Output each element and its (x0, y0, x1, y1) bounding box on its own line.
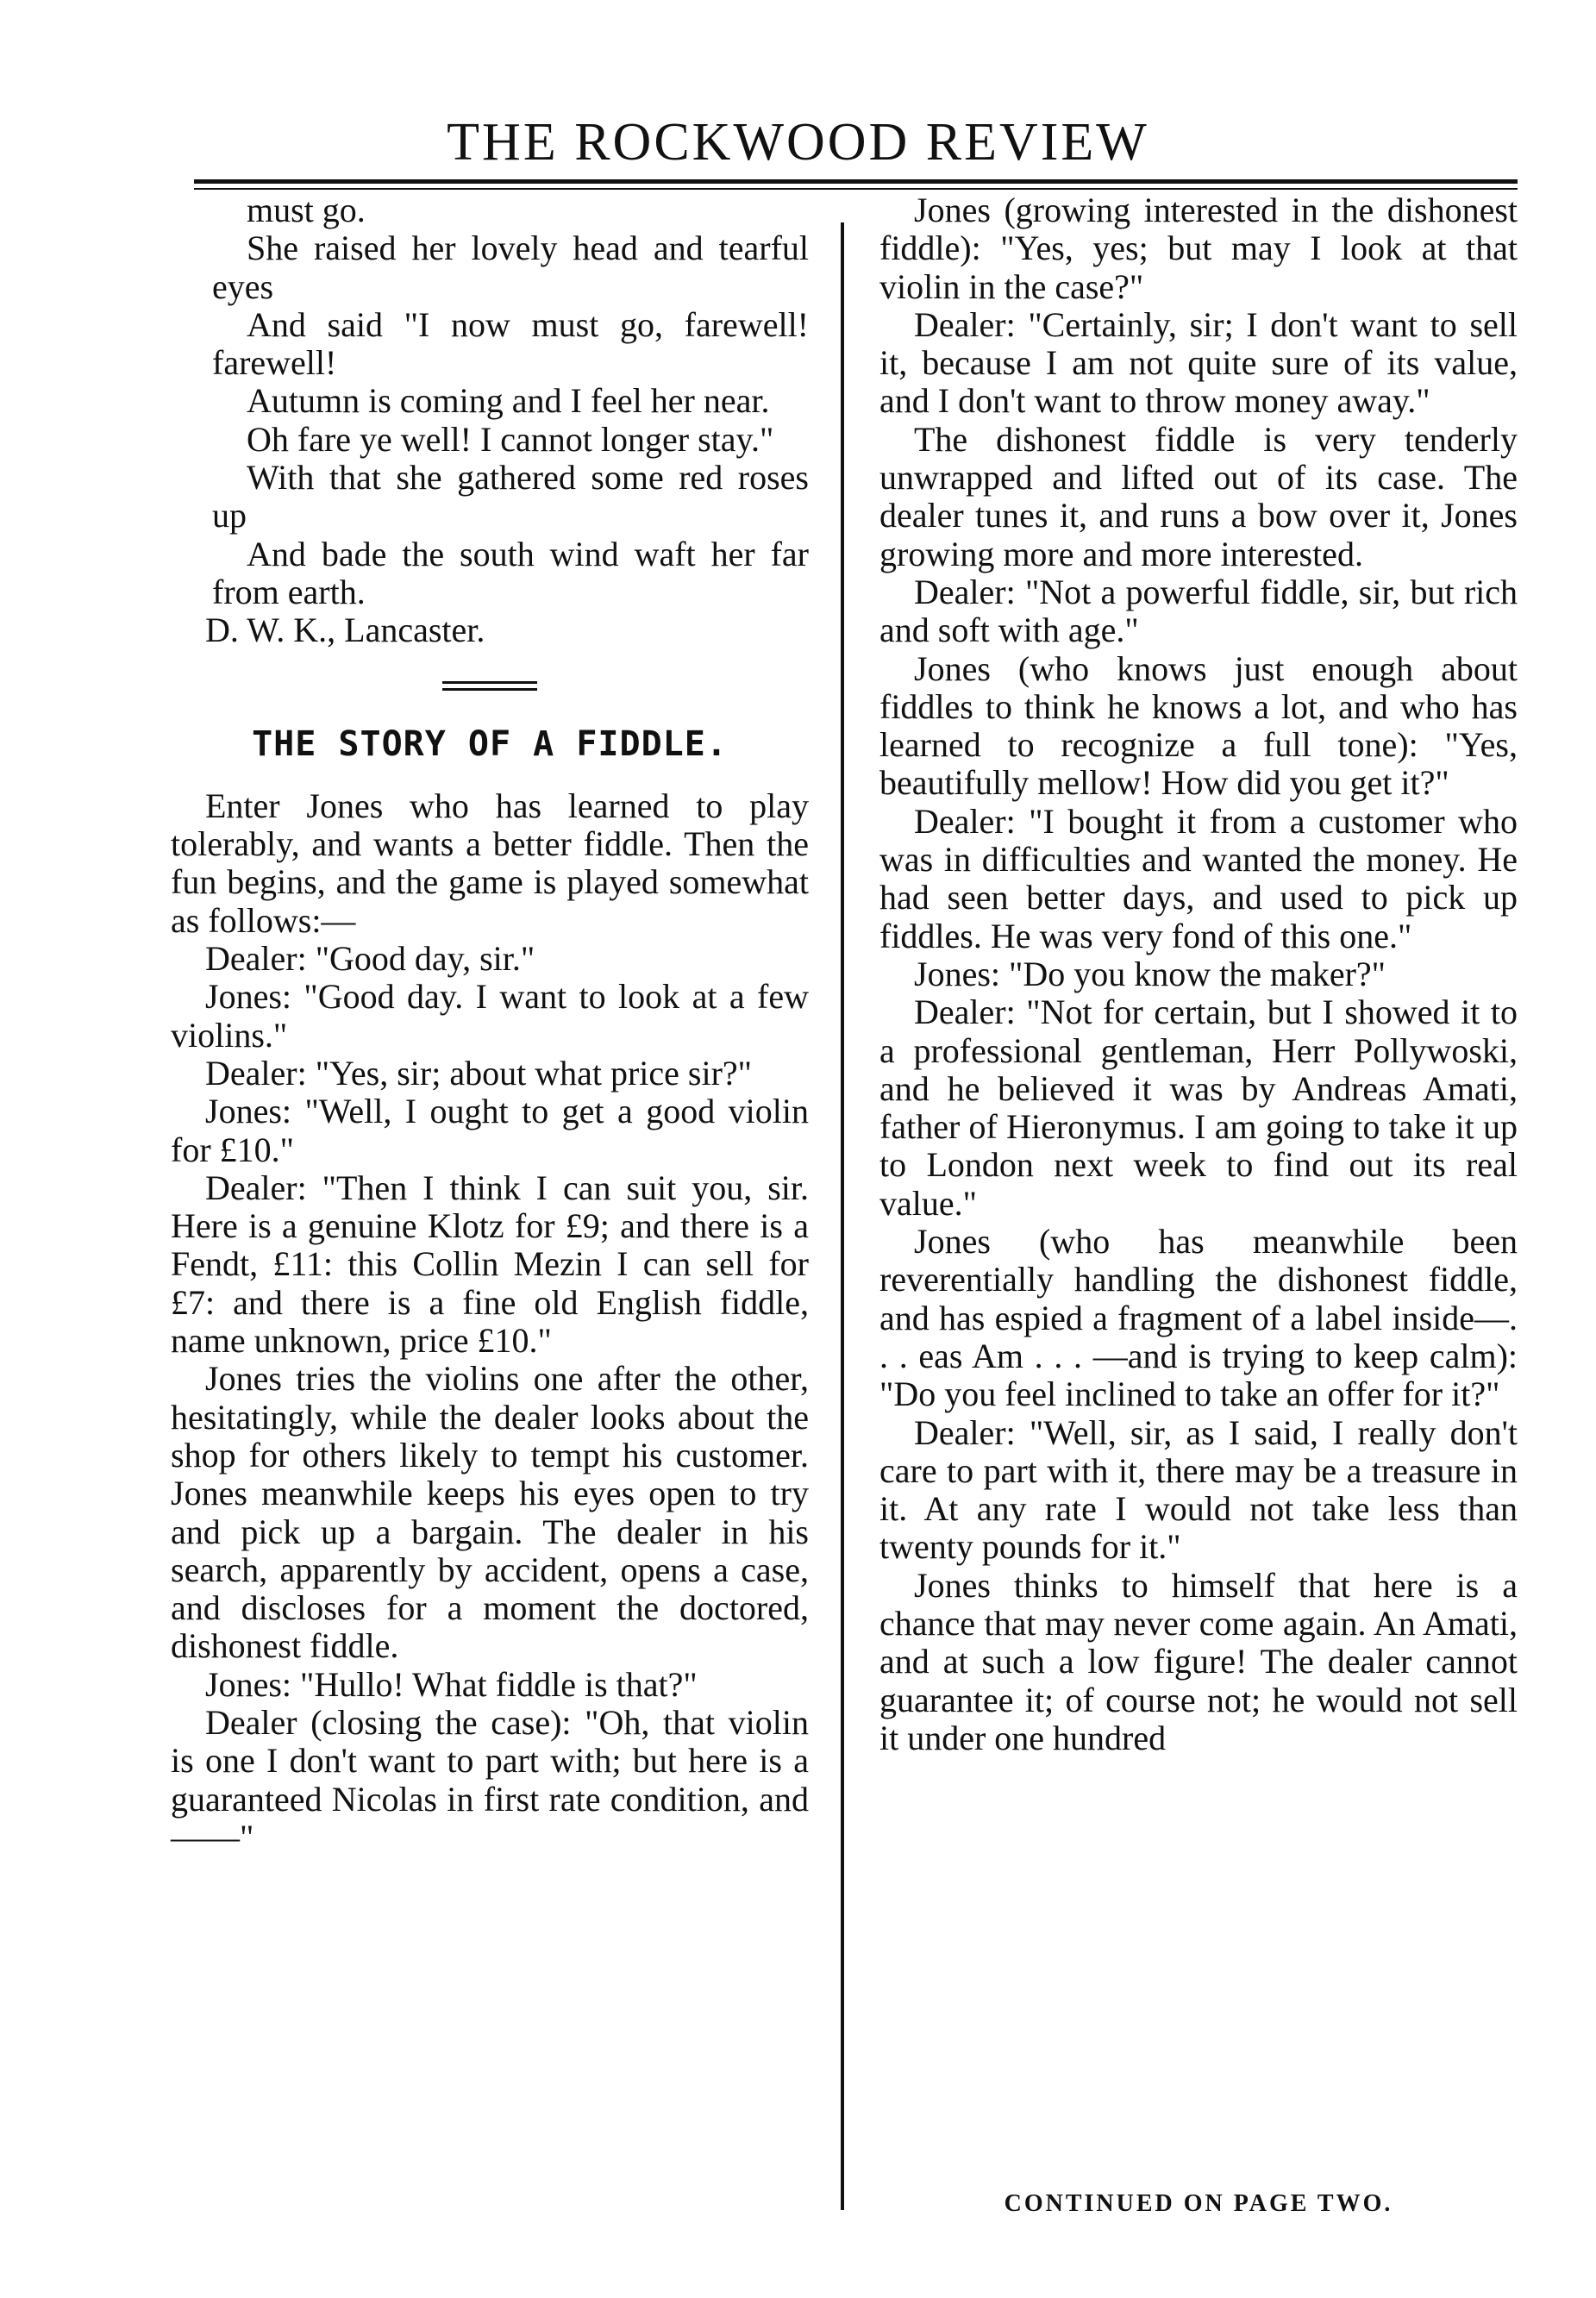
poem (171, 191, 809, 611)
section-divider (442, 681, 537, 691)
paragraph: Dealer (closing the case): "Oh, that violin is one I don't want to part with; but here is a guaranteed Nicolas in first rate condition, and——" (171, 1702, 809, 1857)
paragraph: Dealer: "Well, sir, as I said, I really don't care to part with it, there may be a treasure in it. At any rate I would not take less than twenty pounds for it." (879, 1412, 1518, 1567)
paragraph: Jones (growing interested in the dishonest fiddle): "Yes, yes; but may I look at that violin in the case?" (879, 191, 1518, 306)
paragraph: Dealer: "Then I think I can suit you, sir. Here is a genuine Klotz for £9; and there is a Fendt, £11: this Collin Mezin I can sell for £7: and there is a fine old English fiddle, name unknown, price £10." (171, 1168, 809, 1361)
paragraph: Dealer: "Good day, sir." (205, 939, 535, 979)
article-title: THE STORY OF A FIDDLE. (252, 723, 728, 764)
paragraph: Jones: "Well, I ought to get a good violin for £10." (171, 1092, 809, 1169)
poem-line: She raised her lovely head and tearful eyes (212, 229, 809, 306)
masthead-rule-thin (194, 188, 1518, 190)
paragraph: Jones: "Do you know the maker?" (914, 954, 1386, 993)
masthead-rule-thick (194, 179, 1518, 184)
paragraph: The dishonest fiddle is very tenderly unwrapped and lifted out of its case. The dealer tunes it, and runs a bow over it, Jones growing more and more interested. (879, 419, 1518, 573)
paragraph: Dealer: "Yes, sir; about what price sir?" (205, 1053, 752, 1093)
paragraph: Jones tries the violins one after the other, hesitatingly, while the dealer looks about the shop for others likely to tempt his customer. Jones meanwhile keeps his eyes open to try and pick up a bargain. The dealer in his search, apparently by accident, opens a case, and discloses for a moment the doctored, dishonest fiddle. (171, 1359, 809, 1666)
poem-line: And said "I now must go, farewell! farewell! (212, 304, 809, 383)
paragraph: Dealer: "Not a powerful fiddle, sir, but rich and soft with age." (879, 572, 1518, 650)
paragraph: Jones (who knows just enough about fiddles to think he knows a lot, and who has learned to recognize a full tone): "Yes, beautifully mellow! How did you get it?" (879, 648, 1518, 803)
poem-line: Autumn is coming and I feel her near. (247, 381, 770, 421)
paragraph: Jones (who has meanwhile been reverentially handling the dishonest fiddle, and has espied a fragment of a label inside—. . . eas Am . . . —and is trying to keep calm): "Do you feel inclined to take an offer for it?" (879, 1222, 1518, 1414)
left-column (171, 191, 809, 1857)
paragraph: Jones: "Good day. I want to look at a few violins." (171, 977, 809, 1055)
right-column (879, 191, 1518, 1757)
poem-line: With that she gathered some red roses up (212, 458, 809, 535)
poem-signature: D. W. K., Lancaster. (205, 611, 485, 650)
paragraph: Dealer: "Certainly, sir; I don't want to sell it, because I am not quite sure of its value, and I don't want to throw money away." (879, 304, 1518, 421)
poem-line: And bade the south wind waft her far from earth. (212, 534, 809, 611)
paragraph: Jones thinks to himself that here is a chance that may never come again. An Amati, and at such a low figure! The dealer cannot guarantee it; of course not; he would not sell it under one hundred (879, 1565, 1518, 1757)
paragraph: Jones: "Hullo! What fiddle is that?" (205, 1664, 698, 1704)
continued-notice: CONTINUED ON PAGE TWO. (1004, 2190, 1393, 2217)
poem-line: Oh fare ye well! I cannot longer stay." (247, 419, 774, 459)
poem-line: must go. (247, 191, 366, 229)
paragraph: Enter Jones who has learned to play tolerably, and wants a better fiddle. Then the fun begins, and the game is played somewhat as follows:— (171, 786, 809, 940)
paragraph: Dealer: "I bought it from a customer who was in difficulties and wanted the money. He had seen better days, and used to pick up fiddles. He was very fond of this one." (879, 801, 1518, 955)
column-divider (841, 222, 844, 2210)
masthead: THE ROCKWOOD REVIEW (447, 113, 1149, 172)
paragraph: Dealer: "Not for certain, but I showed it to a professional gentleman, Herr Pollywoski, and he believed it was by Andreas Amati, father of Hieronymus. I am going to take it up to London next week to find out its real value." (879, 992, 1518, 1223)
